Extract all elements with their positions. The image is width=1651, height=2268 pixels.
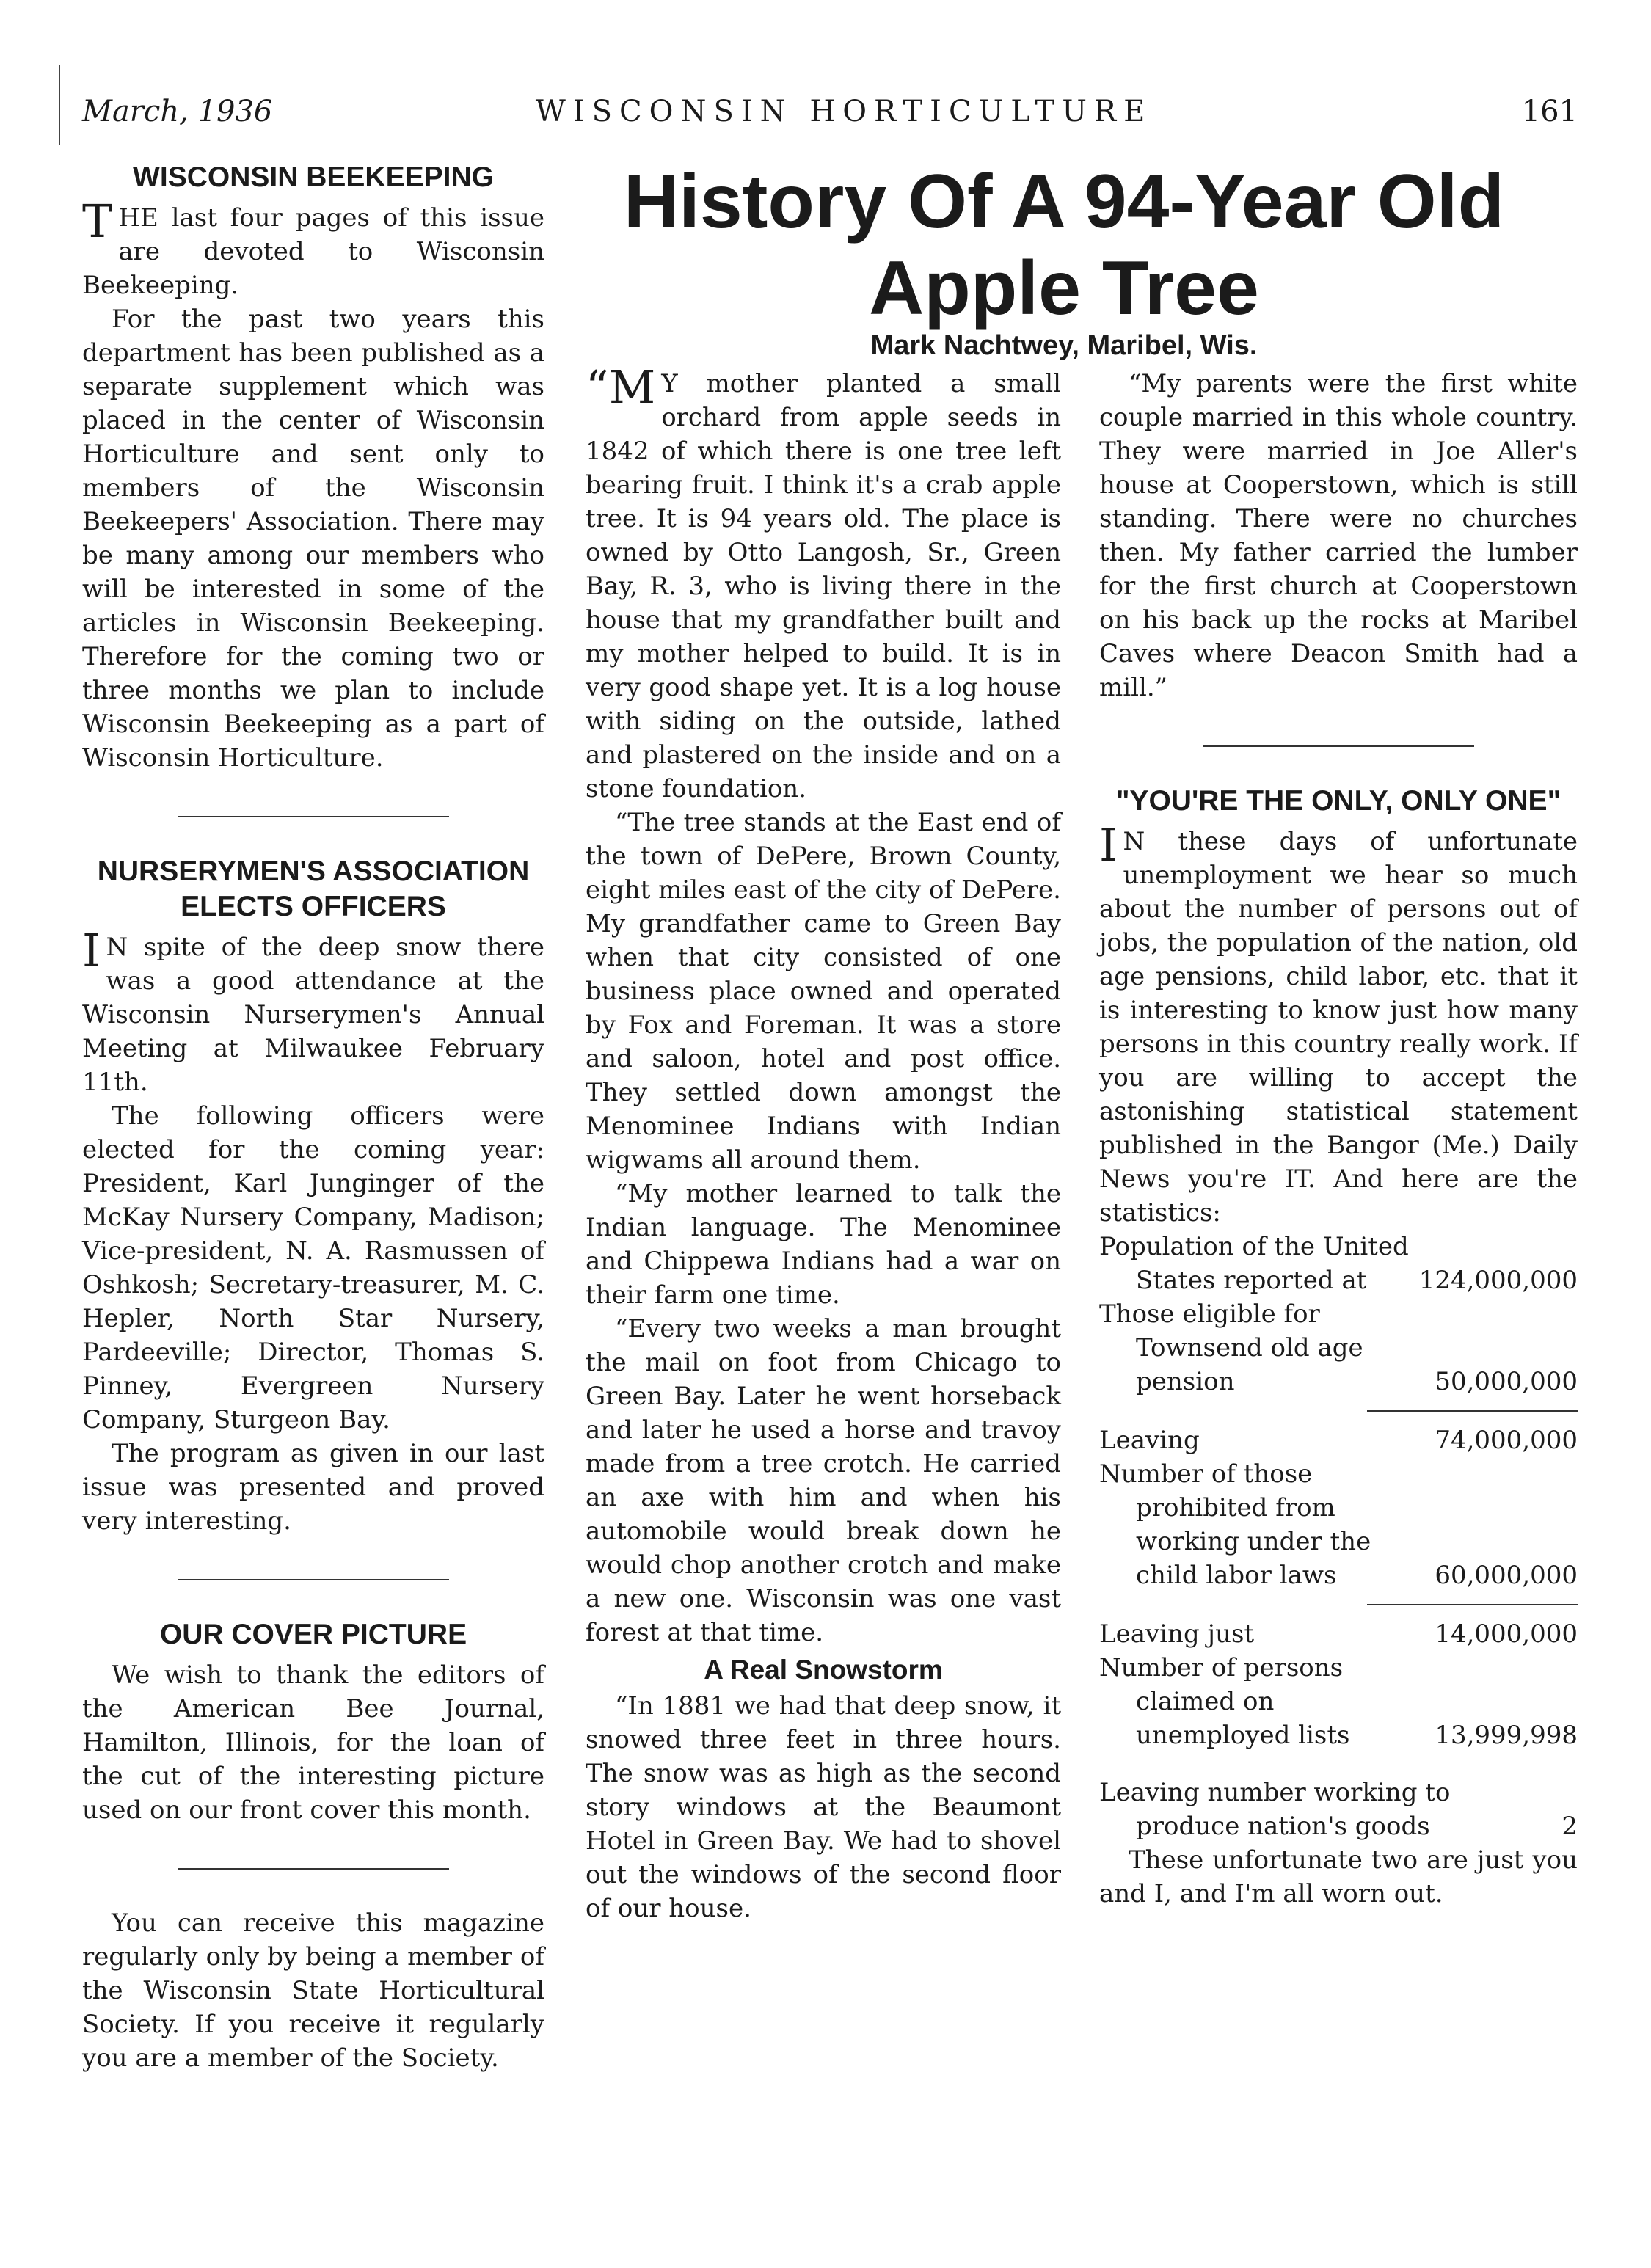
stat-value: 2 [1561,1812,1578,1841]
paragraph-text: Y mother planted a small orchard from apple seeds in 1842 of which there is one tree left bearing fruit. I think it's a crab apple tree. It is 94 years old. The place is owned by Otto Langosh, Sr., Green Bay, R. 3, who is living there in the house that my grandfather built and my mother helped to build. It is in very good shape yet. It is a log house with siding on the outside, lathed and plastered on the inside and on a stone foundation. [586,369,1061,803]
spacer [1099,1752,1578,1776]
article-subheading: A Real Snowstorm [704,1655,943,1685]
article-byline: Mark Nachtwey, Maribel, Wis. [870,330,1258,361]
subtotal-rule [1367,1410,1578,1412]
stat-row [1099,1297,1578,1399]
membership-paragraph: You can receive this magazine regularly only by being a member of the Wisconsin State Horticultural Society. If you receive it regularly you are a member of the Society. [82,1908,544,2073]
article-column [586,360,1061,1925]
cover-picture-heading: OUR COVER PICTURE [159,1619,467,1650]
stat-label: Leaving number working to produce nation's goods [1099,1778,1451,1841]
right-column [1099,367,1578,1911]
section-divider [178,1579,449,1580]
stat-label: Leaving [1099,1426,1200,1455]
stat-value: 13,999,998 [1435,1721,1578,1750]
stat-row [1099,1423,1578,1457]
stat-row [1099,1230,1578,1297]
closing-paragraph: These unfortunate two are just you and I, and I'm all worn out. [1099,1845,1578,1908]
stat-label: Population of the United States reported at [1099,1232,1409,1295]
paragraph-text: N these days of unfortunate unemployment we hear so much about the number of persons out of jobs, the population of the nation, old age pensions, child labor, etc. that it is interesting to know just how many persons in this country really work. If you are willing to accept the astonishing statistical statement published in the Bangor (Me.) Daily News you're IT. And here are the statistics: [1099,827,1578,1228]
nurserymen-heading: NURSERYMEN'S ASSOCIATION ELECTS OFFICERS [97,856,530,922]
article-paragraph: “Every two weeks a man brought the mail on foot from Chicago to Green Bay. Later he went horseback and later he used a horse and travoy made from a tree crotch. He carried an axe with him and when his automobile would break down he would chop another crotch and make a new one. Wisconsin was one vast forest at that time. [586,1314,1061,1647]
drop-cap: I [82,924,101,977]
article-title: History Of A 94-Year Old Apple Tree [623,159,1505,331]
article-paragraph [586,360,1061,806]
section-divider [1203,745,1474,747]
issue-date: March, 1936 [82,95,273,128]
stat-label: Number of persons claimed on unemployed lists [1099,1653,1350,1750]
stat-value: 74,000,000 [1435,1426,1578,1455]
nurserymen-paragraph: The program as given in our last issue was presented and proved very interesting. [82,1439,544,1536]
stat-label: Number of those prohibited from working under the child labor laws [1099,1459,1371,1590]
article-paragraph: “My parents were the first white couple married in this whole country. They were married in Joe Aller's house at Cooperstown, which is still standing. There were no churches then. My father carried the lumber for the first church at Cooperstown on his back up the rocks at Maribel Caves where Deacon Smith had a mill.” [1099,369,1578,702]
stat-row [1099,1457,1578,1592]
cover-picture-paragraph: We wish to thank the editors of the American Bee Journal, Hamilton, Illinois, for the loan of the cut of the interesting picture used on our front cover this month. [82,1660,544,1825]
opening-quote: “ [586,360,609,414]
beekeeping-paragraph [82,194,544,302]
beekeeping-paragraph: For the past two years this department has been published as a separate supplement which was placed in the center of Wisconsin Horticulture and sent only to members of the Wisconsin Beekeepers' Association. There may be many among our members who will be interested in some of the articles in Wisconsin Beekeeping. Therefore for the coming two or three months we plan to include Wisconsin Beekeeping as a part of Wisconsin Horticulture. [82,305,544,773]
subtotal-rule [1367,1604,1578,1605]
stat-value: 60,000,000 [1435,1561,1578,1590]
left-column [82,160,544,2075]
stat-label: Those eligible for Townsend old age pension [1099,1299,1363,1396]
beekeeping-section [82,160,544,775]
stat-row [1099,1617,1578,1651]
cover-picture-section [82,1617,544,1827]
stat-row [1099,1776,1578,1843]
only-one-paragraph [1099,818,1578,1230]
journal-title: WISCONSIN HORTICULTURE [535,95,1153,128]
drop-cap-letter: M [608,360,656,414]
stat-row [1099,1651,1578,1752]
page-number: 161 [1521,95,1578,128]
page-binding-line [59,65,60,145]
only-one-section [1099,784,1578,1911]
section-divider [178,1868,449,1870]
only-one-heading: "YOU'RE THE ONLY, ONLY ONE" [1115,785,1561,817]
nurserymen-section [82,854,544,1538]
drop-cap [586,360,656,414]
membership-note [82,1906,544,2075]
drop-cap: I [1099,818,1118,872]
drop-cap: T [82,194,113,248]
stat-value: 14,000,000 [1435,1619,1578,1649]
stat-value: 50,000,000 [1435,1367,1578,1396]
article-paragraph: “The tree stands at the East end of the town of DePere, Brown County, eight miles east of the city of DePere. My grandfather came to Green Bay when that city consisted of one business place owned and operated by Fox and Foreman. It was a store and saloon, hotel and post office. They settled down amongst the Menominee Indians with Indian wigwams all around them. [586,808,1061,1175]
article-paragraph: “In 1881 we had that deep snow, it snowed three feet in three hours. The snow was as high as the second story windows at the Beaumont Hotel in Green Bay. We had to shovel out the windows of the second floor of our house. [586,1691,1061,1923]
nurserymen-paragraph: The following officers were elected for the coming year: President, Karl Junginger of the McKay Nursery Company, Madison; Vice-president, N. A. Rasmussen of Oshkosh; Secretary-treasurer, M. C. Hepler, North Star Nursery, Pardeeville; Director, Thomas S. Pinney, Evergreen Nursery Company, Sturgeon Bay. [82,1101,544,1434]
nurserymen-paragraph [82,924,544,1099]
stat-value: 124,000,000 [1418,1266,1578,1295]
paragraph-text: N spite of the deep snow there was a good attendance at the Wisconsin Nurserymen's Annual Meeting at Milwaukee February 11th. [82,933,544,1097]
beekeeping-heading: WISCONSIN BEEKEEPING [133,161,494,193]
stat-label: Leaving just [1099,1619,1255,1649]
section-divider [178,816,449,817]
article-paragraph: “My mother learned to talk the Indian language. The Menominee and Chippewa Indians had a war on their farm one time. [586,1179,1061,1310]
paragraph-text: HE last four pages of this issue are devoted to Wisconsin Beekeeping. [82,203,544,300]
